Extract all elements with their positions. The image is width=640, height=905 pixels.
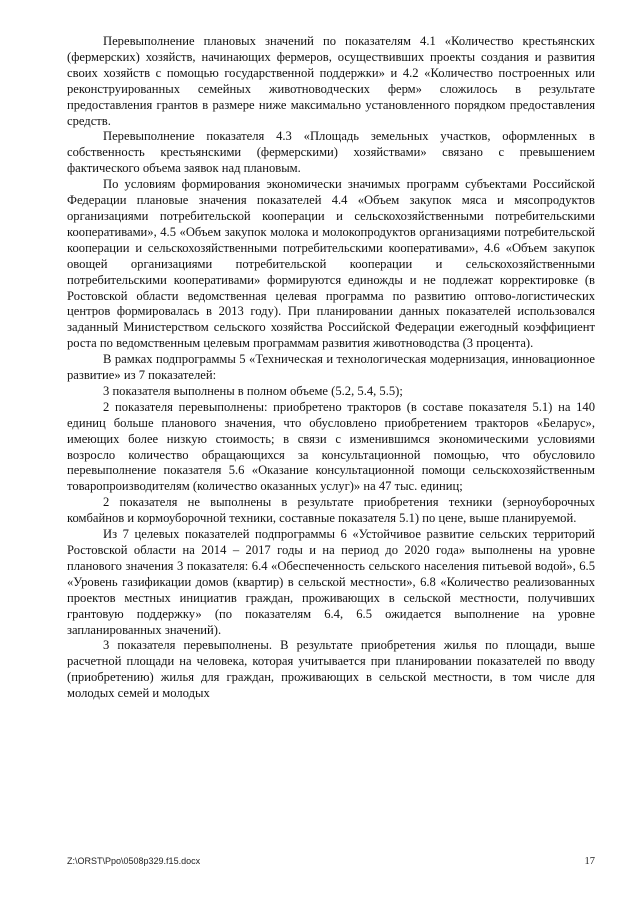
paragraph-4: В рамках подпрограммы 5 «Техническая и технологическая модернизация, инновационное развитие» из 7 показателей: (67, 352, 595, 383)
page-footer (67, 856, 595, 870)
file-path: Z:\ORST\Ppo\0508p329.f15.docx (67, 856, 201, 866)
paragraph-7: 2 показателя не выполнены в результате приобретения техники (зерноуборочных комбайнов и кормоуборочной техники, составные показателя 5.1) по цене, выше планируемой. (67, 495, 595, 526)
document-body (67, 34, 595, 702)
paragraph-9: 3 показателя перевыполнены. В результате приобретения жилья по площади, выше расчетной площади на человека, которая учитывается при планировании показателей по вводу (приобретению) жилья для граждан, проживающих в сельской местности, в том числе для молодых семей и молодых (67, 638, 595, 701)
paragraph-1: Перевыполнение плановых значений по показателям 4.1 «Количество крестьянских (фермерских) хозяйств, начинающих фермеров, осуществивших проекты создания и развития своих хозяйств с помощью государственной поддержки» и 4.2 «Количество построенных или реконструированных семейных животноводческих ферм» сложилось в результате предоставления грантов в размере ниже максимально установленного порядком предоставления средств. (67, 34, 595, 128)
paragraph-3: По условиям формирования экономически значимых программ субъектами Российской Федерации плановые значения показателей 4.4 «Объем закупок мяса и мясопродуктов организациями потребительской кооперации и сельскохозяйственными потребительскими кооперативами», 4.5 «Объем закупок молока и молокопродуктов организациями потребительской кооперации и сельскохозяйственными потребительскими кооперативами», 4.6 «Объем закупок овощей организациями потребительской кооперации и сельскохозяйственными потребительскими кооперативами» формируются единожды и не подлежат корректировке (в Ростовской области ведомственная целевая программа по развитию оптово-логистических центров формировалась в 2013 году). При планировании данных показателей использовался заданный Министерством сельского хозяйства Российской Федерации ежегодный коэффициент роста по ведомственным целевым программам развития животноводства (3 процента). (67, 177, 595, 351)
paragraph-5: 3 показателя выполнены в полном объеме (5.2, 5.4, 5.5); (103, 383, 403, 398)
paragraph-2: Перевыполнение показателя 4.3 «Площадь земельных участков, оформленных в собственность крестьянскими (фермерскими) хозяйствами» связано с превышением фактического объема заявок над плановым. (67, 129, 595, 176)
paragraph-8: Из 7 целевых показателей подпрограммы 6 «Устойчивое развитие сельских территорий Ростовской области на 2014 – 2017 годы и на период до 2020 года» выполнены на уровне планового значения 3 показателя: 6.4 «Обеспеченность сельского населения питьевой водой», 6.5 «Уровень газификации домов (квартир) в сельской местности», 6.8 «Количество реализованных проектов местных инициатив граждан, проживающих в сельской местности, получивших грантовую поддержку» (по показателям 6.4, 6.5 ожидается выполнение на уровне запланированных значений). (67, 527, 595, 637)
paragraph-6: 2 показателя перевыполнены: приобретено тракторов (в составе показателя 5.1) на 140 единиц больше планового значения, что обусловлено приобретением тракторов «Беларус», имеющих более низкую стоимость; в связи с изменившимся экономическими условиями возросло количество обращающихся за консультационной помощью, что обусловило перевыполнение показателя 5.6 «Оказание консультационной помощи сельскохозяйственным товаропроизводителям (количество оказанных услуг)» на 47 тыс. единиц; (67, 399, 595, 494)
page-number: 17 (584, 856, 595, 867)
